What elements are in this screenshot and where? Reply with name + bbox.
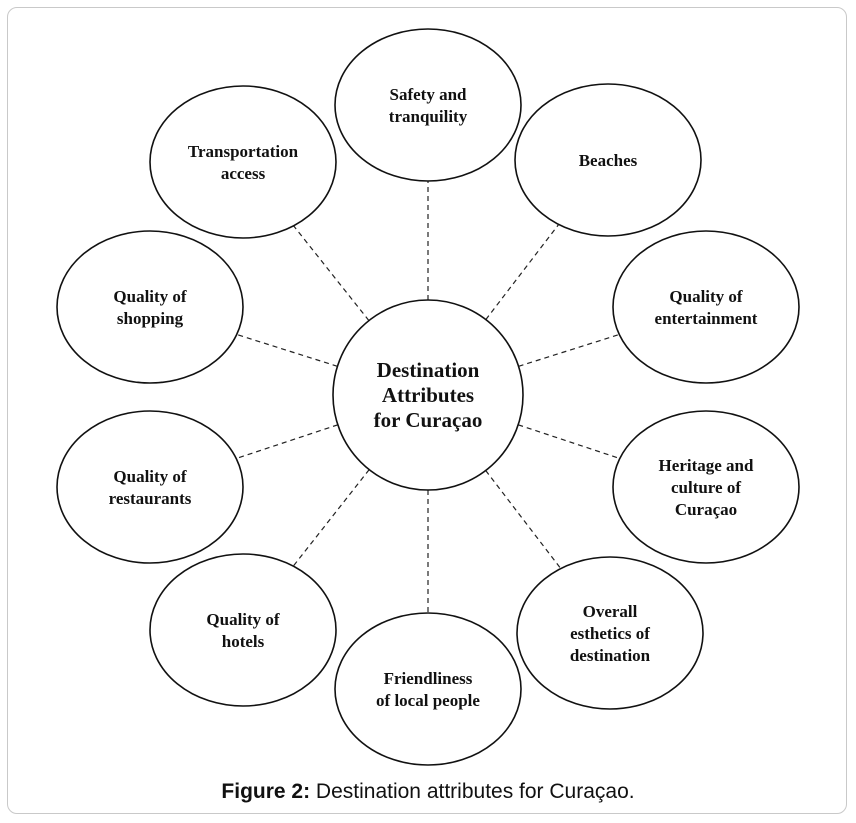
node-friendliness	[335, 613, 521, 765]
figure-caption	[0, 780, 856, 804]
node-label-heritage: Curaçao	[674, 500, 738, 519]
connector-beaches	[486, 224, 559, 319]
node-label-safety: tranquility	[388, 107, 468, 126]
node-entertainment	[613, 231, 799, 383]
connector-shopping	[237, 335, 338, 367]
node-label-beaches: Beaches	[578, 151, 638, 170]
connector-transportation	[294, 226, 369, 321]
connector-hotels	[293, 470, 369, 566]
node-label-transportation: access	[220, 164, 266, 183]
node-label-heritage: Heritage and	[658, 456, 754, 475]
node-restaurants	[57, 411, 243, 563]
node-hotels	[150, 554, 336, 706]
node-label-shopping: shopping	[116, 309, 184, 328]
node-shopping	[57, 231, 243, 383]
node-label-safety: Safety and	[389, 85, 467, 104]
node-label-restaurants: restaurants	[108, 489, 192, 508]
node-label-hotels: Quality of	[206, 610, 280, 629]
connector-restaurants	[236, 425, 338, 459]
node-safety	[335, 29, 521, 181]
node-label-transportation: Transportation	[187, 142, 299, 161]
node-label-esthetics: esthetics of	[570, 624, 650, 643]
node-label-esthetics: Overall	[582, 602, 638, 621]
node-label-friendliness: Friendliness	[383, 669, 473, 688]
node-label-entertainment: entertainment	[654, 309, 758, 328]
node-label-esthetics: destination	[569, 646, 651, 665]
connector-esthetics	[486, 471, 561, 569]
node-label-hotels: hotels	[221, 632, 265, 651]
node-label-shopping: Quality of	[113, 287, 187, 306]
connector-heritage	[518, 425, 620, 459]
node-label-restaurants: Quality of	[113, 467, 187, 486]
connector-entertainment	[519, 335, 620, 367]
caption-text: Destination attributes for Curaçao.	[310, 780, 635, 803]
node-transportation	[150, 86, 336, 238]
center-label-line: Attributes	[381, 383, 475, 407]
node-label-friendliness: of local people	[376, 691, 480, 710]
caption-label: Figure 2:	[221, 780, 311, 803]
center-label-line: Destination	[376, 358, 480, 382]
node-label-entertainment: Quality of	[669, 287, 743, 306]
node-label-heritage: culture of	[670, 478, 742, 497]
center-label-line: for Curaçao	[373, 408, 483, 432]
